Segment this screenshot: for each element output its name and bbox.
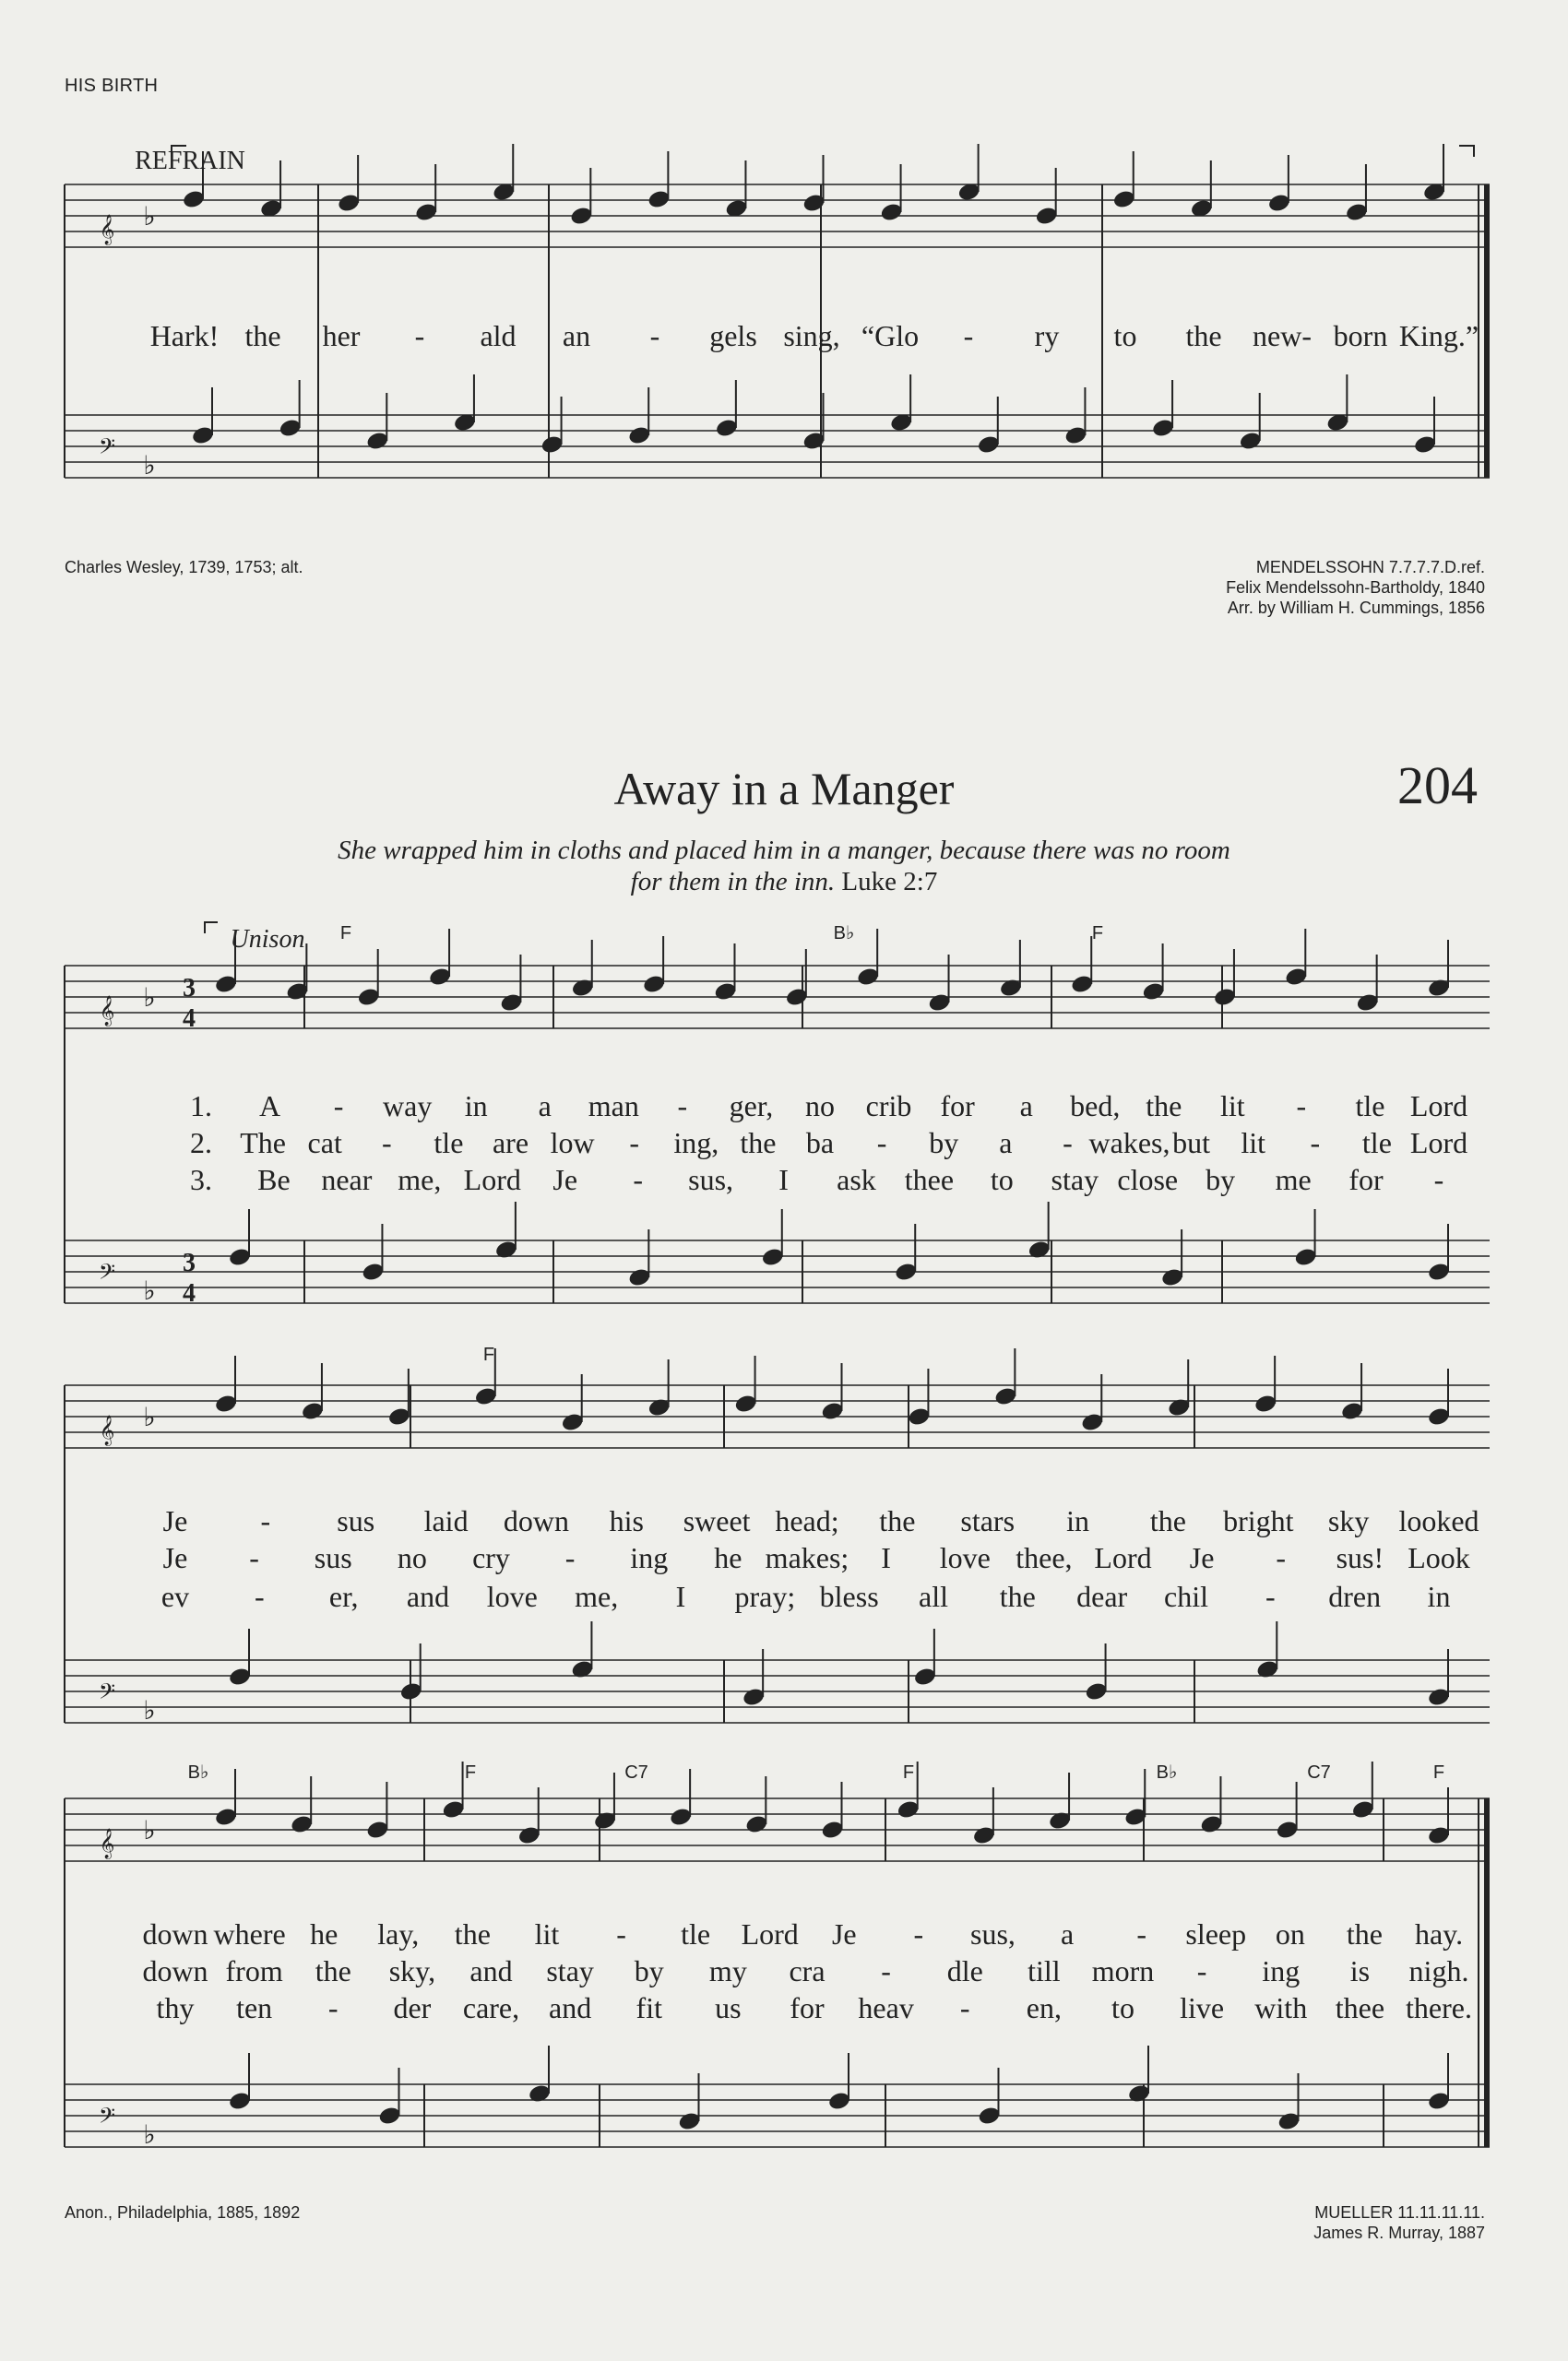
- system-1-verse-1: tle: [1355, 1089, 1385, 1122]
- refrain-lyric: born: [1333, 319, 1388, 352]
- system-2-verse-2: cry: [472, 1541, 510, 1574]
- final-barline-thick: [1484, 1798, 1490, 2147]
- key-flat-icon: ♭: [143, 1277, 156, 1306]
- system-2-verse-2: love: [939, 1541, 991, 1574]
- system-2-verse-3: er,: [328, 1580, 359, 1613]
- system-2-verse-2: no: [397, 1541, 427, 1574]
- system-2-verse-2: sus!: [1336, 1541, 1384, 1574]
- system-2-verse-2: Look: [1408, 1541, 1470, 1574]
- system-1-verse-3: for: [1348, 1163, 1384, 1196]
- system-3-verse-1: where: [213, 1917, 286, 1951]
- refrain-lyric: her: [322, 319, 361, 352]
- system-3-verse-3: -: [959, 1991, 970, 2024]
- system-3-verse-1: he: [310, 1917, 339, 1951]
- system-1-verse-1: lit: [1219, 1089, 1245, 1122]
- system-1-verse-1: crib: [865, 1089, 912, 1122]
- hymn-composer: James R. Murray, 1887: [1313, 2224, 1485, 2242]
- chord-symbol: B♭: [1156, 1762, 1178, 1783]
- system-3-verse-1: hay.: [1414, 1917, 1464, 1951]
- system-3-verse-2: morn: [1091, 1954, 1155, 1987]
- chord-symbol: B♭: [187, 1762, 209, 1783]
- system-1-verse-2: are: [492, 1126, 529, 1159]
- refrain-label: REFRAIN: [135, 147, 245, 175]
- system-2-verse-2: -: [564, 1541, 576, 1574]
- system-1-verse-2: -: [1063, 1126, 1073, 1159]
- system-1-verse-1: bed,: [1070, 1089, 1121, 1122]
- system-1-verse-3: 3.: [190, 1163, 212, 1196]
- system-2-verse-3: the: [999, 1580, 1036, 1613]
- system-3-verse-2: nigh.: [1408, 1954, 1469, 1987]
- system-2-verse-2: Je: [1189, 1541, 1215, 1574]
- system-1-verse-3: by: [1206, 1163, 1236, 1196]
- system-2-verse-3: dear: [1076, 1580, 1128, 1613]
- refrain-lyric: -: [649, 319, 660, 352]
- system-2-verse-2: Je: [162, 1541, 188, 1574]
- system-3-verse-3: fit: [636, 1991, 662, 2024]
- system-3-verse-3: with: [1254, 1991, 1308, 2024]
- system-1-verse-3: -: [1433, 1163, 1444, 1196]
- system-3-verse-1: Lord: [741, 1917, 799, 1951]
- bass-clef-icon: 𝄢: [98, 1680, 116, 1709]
- system-3-verse-2: ing: [1262, 1954, 1301, 1987]
- system-1-verse-1: in: [464, 1089, 488, 1122]
- system-2-verse-3: dren: [1328, 1580, 1382, 1613]
- system-3-verse-1: -: [616, 1917, 626, 1951]
- refrain-lyric: the: [1185, 319, 1222, 352]
- system-1-verse-3: to: [990, 1163, 1014, 1196]
- key-flat-icon: ♭: [143, 452, 156, 481]
- chord-symbol: F: [339, 923, 352, 943]
- treble-clef-icon: 𝄞: [99, 1417, 115, 1445]
- system-1-verse-2: tle: [1361, 1126, 1392, 1159]
- page-header: HIS BIRTH: [65, 76, 159, 96]
- system-3-verse-3: heav: [858, 1991, 914, 2024]
- system-3-verse-1: sleep: [1185, 1917, 1247, 1951]
- system-3-verse-2: by: [634, 1954, 664, 1987]
- system-3-verse-2: -: [1196, 1954, 1207, 1987]
- system-1-verse-3: close: [1117, 1163, 1179, 1196]
- system-2-verse-1: stars: [960, 1504, 1016, 1537]
- system-1-verse-3: ask: [837, 1163, 876, 1196]
- system-1-verse-3: thee: [904, 1163, 955, 1196]
- time-signature-bottom: 4: [183, 1004, 196, 1033]
- hymn-tune-name: MUELLER 11.11.11.11.: [1314, 2203, 1485, 2222]
- key-flat-icon: ♭: [143, 2121, 156, 2150]
- system-2-verse-2: sus: [314, 1541, 352, 1574]
- system-1-verse-2: cat: [307, 1126, 342, 1159]
- system-1-verse-1: -: [1296, 1089, 1307, 1122]
- scripture-reference: Luke 2:7: [841, 867, 938, 896]
- system-3-verse-3: ten: [236, 1991, 273, 2024]
- refrain-lyric: to: [1113, 319, 1137, 352]
- system-2-verse-1: laid: [423, 1504, 469, 1537]
- system-1-verse-3: Je: [552, 1163, 578, 1196]
- system-3-verse-3: thee: [1335, 1991, 1385, 2024]
- key-flat-icon: ♭: [143, 203, 156, 231]
- system-2-verse-2: makes;: [765, 1541, 849, 1574]
- system-3-verse-2: till: [1028, 1954, 1061, 1987]
- system-2-verse-3: and: [406, 1580, 450, 1613]
- system-3-verse-3: for: [790, 1991, 825, 2024]
- key-flat-icon: ♭: [143, 1817, 156, 1845]
- system-2-verse-1: his: [609, 1504, 644, 1537]
- refrain-composer: Felix Mendelssohn-Bartholdy, 1840: [1226, 578, 1485, 597]
- chord-symbol: F: [464, 1762, 477, 1783]
- system-2-verse-1: the: [879, 1504, 916, 1537]
- system-2-verse-2: I: [881, 1541, 891, 1574]
- system-3-verse-3: live: [1180, 1991, 1225, 2024]
- system-1-verse-2: tle: [434, 1126, 464, 1159]
- system-2-verse-3: I: [675, 1580, 686, 1613]
- system-3-verse-3: there.: [1406, 1991, 1472, 2024]
- system-1-verse-2: wakes,: [1088, 1126, 1170, 1159]
- system-1-verse-2: low: [550, 1126, 595, 1159]
- treble-clef-icon: 𝄞: [99, 1830, 115, 1858]
- system-1-verse-2: -: [1310, 1126, 1321, 1159]
- system-3-verse-2: from: [225, 1954, 283, 1987]
- system-3-verse-2: dle: [946, 1954, 983, 1987]
- system-1-verse-1: no: [805, 1089, 835, 1122]
- system-2-verse-1: bright: [1223, 1504, 1294, 1537]
- unison-label: Unison: [230, 925, 305, 954]
- time-signature-bottom: 4: [183, 1279, 196, 1308]
- refrain-tune-name: MENDELSSOHN 7.7.7.7.D.ref.: [1255, 558, 1485, 576]
- chord-symbol: B♭: [833, 923, 855, 943]
- refrain-lyric: -: [963, 319, 974, 352]
- time-signature-top: 3: [183, 974, 196, 1003]
- system-3-verse-3: en,: [1026, 1991, 1062, 2024]
- chord-symbol: F: [902, 1762, 915, 1783]
- system-3-verse-1: a: [1060, 1917, 1075, 1951]
- system-2-verse-1: sky: [1327, 1504, 1370, 1537]
- system-2-verse-1: the: [1149, 1504, 1186, 1537]
- system-3-verse-3: der: [393, 1991, 432, 2024]
- system-1-verse-1: ger,: [729, 1089, 774, 1122]
- system-3-verse-2: down: [142, 1954, 208, 1987]
- system-3-verse-1: lit: [534, 1917, 560, 1951]
- system-2-verse-1: sus: [337, 1504, 375, 1537]
- system-2-verse-3: in: [1427, 1580, 1451, 1613]
- system-2-verse-2: ing: [630, 1541, 669, 1574]
- refrain-lyric: King.”: [1398, 319, 1479, 352]
- hymn-title: Away in a Manger: [613, 763, 955, 814]
- system-2-verse-2: thee,: [1016, 1541, 1073, 1574]
- system-1-verse-1: for: [940, 1089, 975, 1122]
- system-1-verse-1: 1.: [190, 1089, 212, 1122]
- system-1-verse-3: -: [633, 1163, 643, 1196]
- system-3-verse-1: Je: [831, 1917, 857, 1951]
- system-2-verse-3: pray;: [734, 1580, 796, 1613]
- system-2-verse-2: -: [249, 1541, 259, 1574]
- system-1-verse-2: ba: [805, 1126, 835, 1159]
- treble-clef-icon: 𝄞: [99, 997, 115, 1026]
- scripture-line-2: for them in the inn.: [630, 867, 836, 896]
- system-1-verse-3: me,: [398, 1163, 442, 1196]
- system-2-verse-2: -: [1276, 1541, 1287, 1574]
- system-3-verse-2: and: [469, 1954, 513, 1987]
- refrain-lyric: -: [414, 319, 425, 352]
- system-1-verse-1: -: [333, 1089, 344, 1122]
- system-1-verse-3: Lord: [463, 1163, 521, 1196]
- system-1-verse-1: A: [259, 1089, 281, 1122]
- system-3-verse-1: down: [142, 1917, 208, 1951]
- system-2-verse-3: all: [919, 1580, 948, 1613]
- refrain-lyric: sing,: [783, 319, 840, 352]
- refrain-lyric: ry: [1034, 319, 1060, 352]
- system-2-verse-3: -: [255, 1580, 265, 1613]
- system-3-verse-1: the: [1346, 1917, 1383, 1951]
- system-2-verse-1: sweet: [683, 1504, 751, 1537]
- system-2-verse-2: he: [714, 1541, 742, 1574]
- system-3-verse-2: stay: [546, 1954, 594, 1987]
- system-3-verse-1: tle: [681, 1917, 711, 1951]
- system-2-verse-3: bless: [819, 1580, 879, 1613]
- chord-symbol: F: [1432, 1762, 1445, 1783]
- system-3-verse-3: thy: [156, 1991, 195, 2024]
- chord-symbol: F: [1091, 923, 1104, 943]
- system-3-verse-1: sus,: [970, 1917, 1016, 1951]
- system-1-verse-1: the: [1146, 1089, 1182, 1122]
- system-1-verse-2: a: [999, 1126, 1013, 1159]
- time-signature-top: 3: [183, 1249, 196, 1277]
- system-3-verse-1: -: [1136, 1917, 1146, 1951]
- system-3-verse-1: -: [913, 1917, 924, 1951]
- bass-clef-icon: 𝄢: [98, 2105, 116, 2133]
- system-2-verse-1: -: [260, 1504, 271, 1537]
- system-1-verse-2: -: [876, 1126, 887, 1159]
- system-1-verse-2: but: [1172, 1126, 1211, 1159]
- system-1-verse-2: 2.: [190, 1126, 212, 1159]
- refrain-lyric: gels: [709, 319, 757, 352]
- system-2-verse-1: looked: [1398, 1504, 1479, 1537]
- final-barline-thick: [1484, 184, 1490, 478]
- chord-symbol: C7: [624, 1762, 648, 1783]
- system-1-verse-3: near: [321, 1163, 373, 1196]
- bass-clef-icon: 𝄢: [98, 1261, 116, 1289]
- system-1-verse-1: Lord: [1409, 1089, 1468, 1122]
- treble-clef-icon: 𝄞: [99, 216, 115, 244]
- system-1-verse-2: by: [929, 1126, 959, 1159]
- system-3-verse-3: care,: [462, 1991, 520, 2024]
- scripture-line-1: She wrapped him in cloths and placed him in a manger, because there was no room: [338, 836, 1230, 865]
- system-1-verse-3: stay: [1051, 1163, 1099, 1196]
- refrain-lyric: Hark!: [149, 319, 220, 352]
- chord-symbol: C7: [1307, 1762, 1331, 1783]
- hymn-number: 204: [1397, 755, 1478, 815]
- system-2-verse-3: me,: [575, 1580, 619, 1613]
- system-1-verse-3: I: [778, 1163, 789, 1196]
- system-1-verse-2: Lord: [1409, 1126, 1468, 1159]
- system-3-verse-2: is: [1349, 1954, 1371, 1987]
- system-2-verse-1: in: [1066, 1504, 1090, 1537]
- refrain-lyric: the: [244, 319, 281, 352]
- refrain-end-bracket: [1459, 146, 1474, 157]
- system-3-verse-3: us: [715, 1991, 742, 2024]
- system-1-verse-2: ing,: [673, 1126, 719, 1159]
- system-1-verse-3: me: [1275, 1163, 1312, 1196]
- system-1-verse-1: -: [677, 1089, 688, 1122]
- refrain-lyric: an: [562, 319, 591, 352]
- refrain-arranger: Arr. by William H. Cummings, 1856: [1227, 599, 1485, 617]
- system-1-verse-1: a: [1019, 1089, 1033, 1122]
- bass-clef-icon: 𝄢: [98, 435, 116, 464]
- system-2-verse-3: love: [486, 1580, 538, 1613]
- system-3-verse-2: the: [315, 1954, 351, 1987]
- system-3-verse-3: -: [327, 1991, 339, 2024]
- system-3-verse-2: sky,: [388, 1954, 436, 1987]
- refrain-lyric: “Glo: [861, 319, 920, 352]
- system-3-verse-1: on: [1275, 1917, 1305, 1951]
- system-3-verse-1: lay,: [377, 1917, 420, 1951]
- system-3-verse-3: to: [1111, 1991, 1134, 2024]
- system-1-verse-1: a: [538, 1089, 552, 1122]
- system-1-verse-2: the: [740, 1126, 777, 1159]
- chord-symbol: F: [482, 1345, 495, 1365]
- system-1-verse-3: Be: [257, 1163, 291, 1196]
- system-3-verse-1: the: [454, 1917, 491, 1951]
- hymn-text-credit: Anon., Philadelphia, 1885, 1892: [65, 2203, 301, 2222]
- system-2-verse-1: head;: [775, 1504, 839, 1537]
- system-3-verse-2: my: [708, 1954, 747, 1987]
- system-2-verse-3: chil: [1164, 1580, 1208, 1613]
- system-3-verse-3: and: [549, 1991, 592, 2024]
- system-1-verse-2: The: [240, 1126, 286, 1159]
- refrain-lyric: new-: [1253, 319, 1312, 352]
- system-1-verse-2: lit: [1241, 1126, 1266, 1159]
- system-1-verse-2: -: [629, 1126, 640, 1159]
- system-1-verse-1: man: [588, 1089, 639, 1122]
- system-3-verse-2: -: [881, 1954, 891, 1987]
- system-2-verse-3: ev: [160, 1580, 190, 1613]
- key-flat-icon: ♭: [143, 1404, 156, 1432]
- system-2-verse-1: Je: [162, 1504, 188, 1537]
- unison-bracket: [205, 922, 218, 933]
- system-1-verse-2: -: [381, 1126, 392, 1159]
- system-2-verse-1: down: [503, 1504, 569, 1537]
- system-2-verse-2: Lord: [1094, 1541, 1152, 1574]
- key-flat-icon: ♭: [143, 1697, 156, 1726]
- key-flat-icon: ♭: [143, 984, 156, 1013]
- system-2-verse-3: -: [1265, 1580, 1276, 1613]
- system-3-verse-2: cra: [789, 1954, 826, 1987]
- system-1-verse-1: way: [383, 1089, 433, 1122]
- refrain-lyric: ald: [480, 319, 517, 352]
- system-1-verse-3: sus,: [688, 1163, 734, 1196]
- refrain-text-credit: Charles Wesley, 1739, 1753; alt.: [65, 558, 303, 576]
